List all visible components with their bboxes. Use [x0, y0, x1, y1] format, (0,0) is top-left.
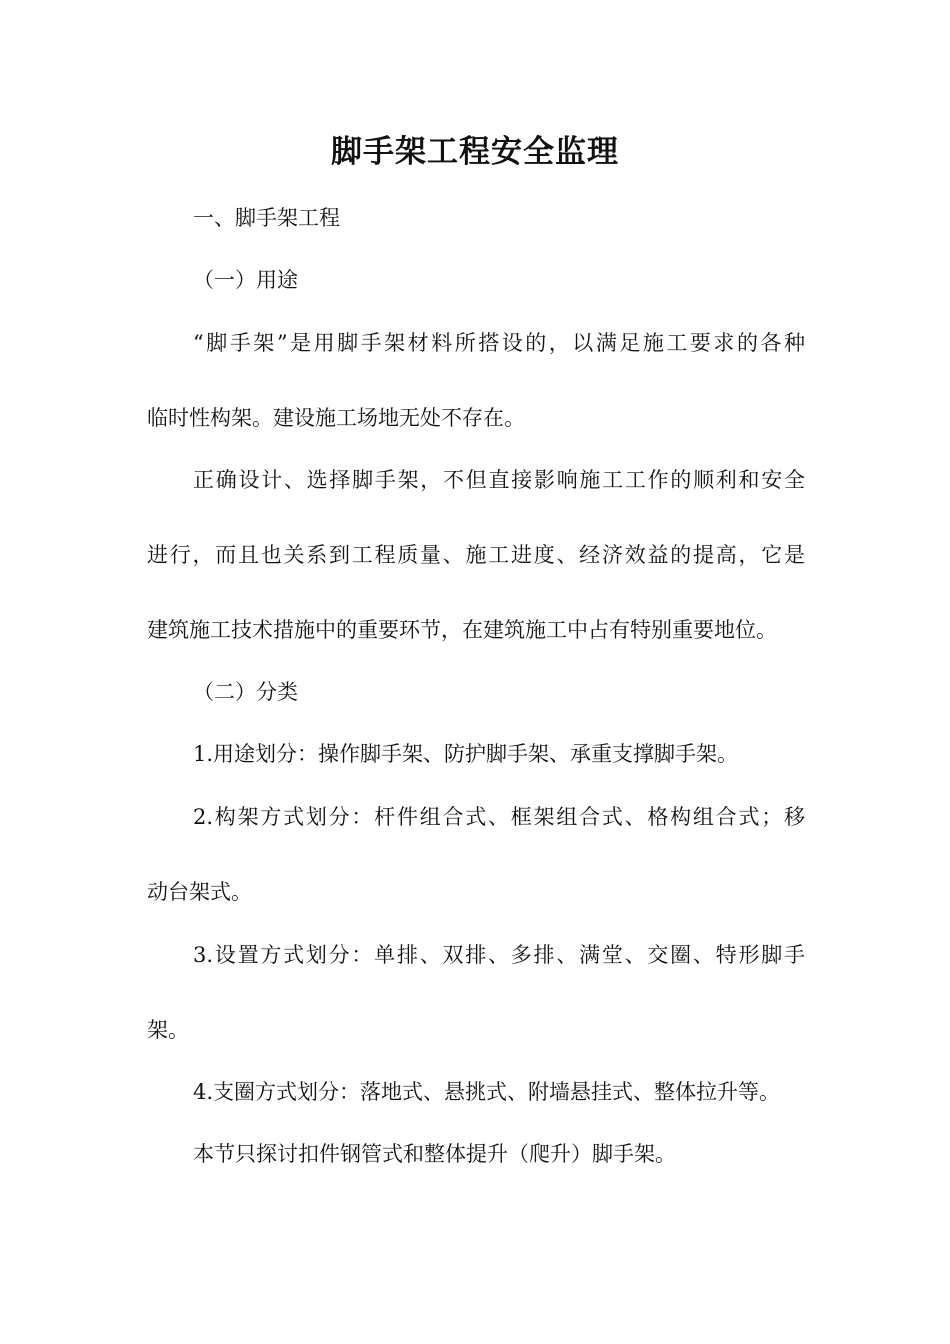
document-title: 脚手架工程安全监理 [331, 134, 619, 170]
paragraph-line: 正确设计、选择脚手架，不但直接影响施工工作的顺利和安全 [193, 468, 805, 492]
list-item-continuation: 架。 [147, 1018, 189, 1042]
list-item: 3.设置方式划分：单排、双排、多排、满堂、交圈、特形脚手 [193, 943, 805, 967]
subsection-heading-classification: （二）分类 [193, 680, 298, 704]
list-item: 2.构架方式划分：杆件组合式、框架组合式、格构组合式；移 [193, 805, 805, 829]
paragraph-line: “脚手架”是用脚手架材料所搭设的，以满足施工要求的各种 [193, 331, 805, 355]
paragraph-line: 本节只探讨扣件钢管式和整体提升（爬升）脚手架。 [193, 1142, 676, 1166]
list-item: 4.支圈方式划分：落地式、悬挑式、附墙悬挂式、整体拉升等。 [193, 1080, 781, 1104]
paragraph-line: 进行，而且也关系到工程质量、施工进度、经济效益的提高，它是 [147, 543, 805, 567]
paragraph-line: 临时性构架。建设施工场地无处不存在。 [147, 406, 525, 430]
paragraph-line: 建筑施工技术措施中的重要环节，在建筑施工中占有特别重要地位。 [147, 618, 777, 642]
list-item: 1.用途划分：操作脚手架、防护脚手架、承重支撑脚手架。 [193, 742, 739, 766]
subsection-heading-purpose: （一）用途 [193, 268, 298, 292]
list-item-continuation: 动台架式。 [147, 880, 252, 904]
section-heading-1: 一、脚手架工程 [193, 206, 340, 230]
